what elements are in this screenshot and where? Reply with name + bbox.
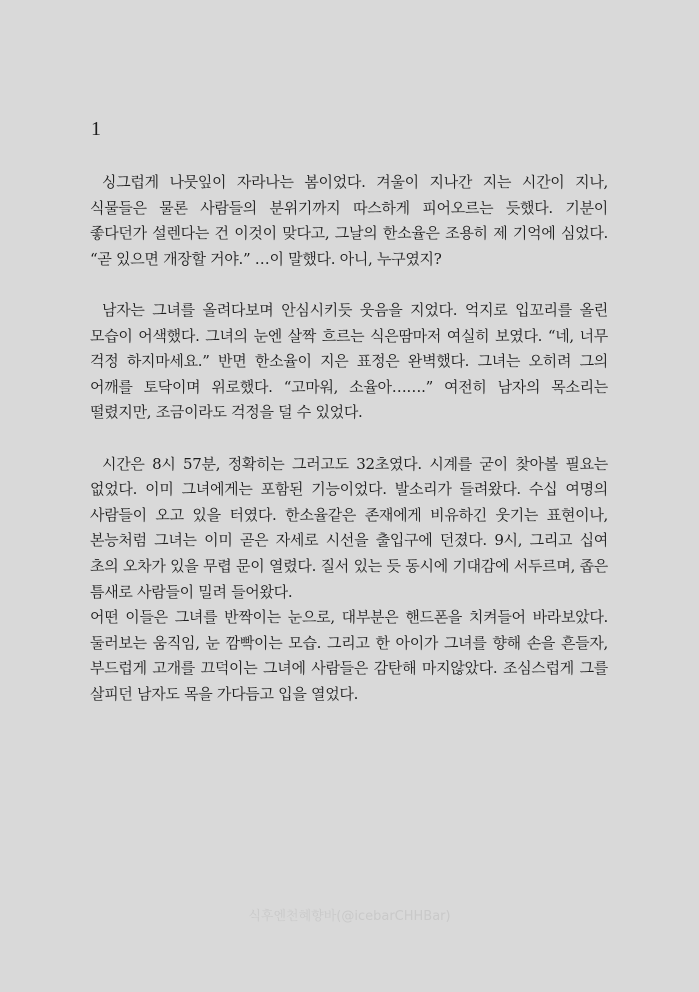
chapter-number: 1 <box>91 118 101 140</box>
paragraph: 어떤 이들은 그녀를 반짝이는 눈으로, 대부분은 핸드폰을 치켜들어 바라보았다. 둘러보는 움직임, 눈 깜빡이는 모습. 그리고 한 아이가 그녀를 향해 손을 흔들자, 부드럽게 고개를 끄덕이는 그녀에 사람들은 감탄해 마지않았다. 조심스럽게 그를 살피던 남자도 목을 가다듬고 입을 열었다. <box>90 608 608 703</box>
watermark: 식후엔천혜향바(@icebarCHHBar) <box>248 909 451 924</box>
paragraph-gap <box>90 272 608 298</box>
paragraph: 시간은 8시 57분, 정확히는 그러고도 32초였다. 시계를 굳이 찾아볼 필요는 없었다. 이미 그녀에게는 포함된 기능이었다. 발소리가 들려왔다. 수십 여명의 사람들이 오고 있을 터였다. 한소율같은 존재에게 비유하긴 웃기는 표현이나, 본능처럼 그녀는 이미 곧은 자세로 시선을 출입구에 던졌다. 9시, 그리고 십여 초의 오차가 있을 무렵 문이 열렸다. 질서 있는 듯 동시에 기대감에 서두르며, 좁은 틈새로 사람들이 밀려 들어왔다. <box>90 454 608 601</box>
paragraph: 남자는 그녀를 올려다보며 안심시키듯 웃음을 지었다. 억지로 입꼬리를 올린 모습이 어색했다. 그녀의 눈엔 살짝 흐르는 식은땀마저 여실히 보였다. “네, 너무 걱정 하지마세요.” 반면 한소율이 지은 표정은 완벽했다. 그녀는 오히려 그의 어깨를 토닥이며 위로했다. “고마워, 소율아…….” 여전히 남자의 목소리는 떨렸지만, 조금이라도 걱정을 덜 수 있었다. <box>90 300 608 422</box>
paragraph-gap <box>90 426 608 452</box>
paragraph: 싱그럽게 나뭇잎이 자라나는 봄이었다. 겨울이 지나간 지는 시간이 지나, 식물들은 물론 사람들의 분위기까지 따스하게 피어오르는 듯했다. 기분이 좋다던가 설렌다는 건 이것이 맞다고, 그날의 한소율은 조용히 제 기억에 심었다. “곧 있으면 개장할 거야.” …이 말했다. 아니, 누구였지? <box>90 173 608 268</box>
chapter-body <box>90 170 608 707</box>
